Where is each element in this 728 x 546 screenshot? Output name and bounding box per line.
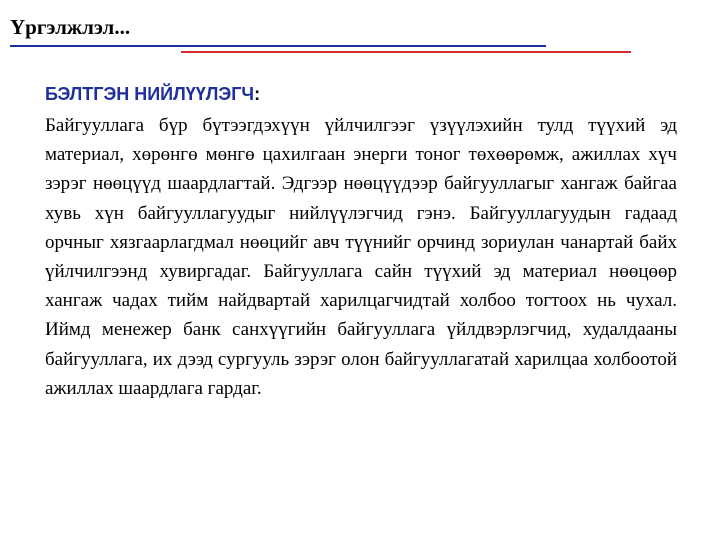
section-heading xyxy=(45,83,677,106)
section-heading-text: БЭЛТГЭН НИЙЛҮҮЛЭГЧ xyxy=(45,84,255,104)
slide-title: Үргэлжлэл... xyxy=(10,15,131,39)
body-paragraph: Байгууллага бүр бүтээгдэхүүн үйлчилгээг үзүүлэхийн тулд түүхий эд материал, хөрөнгө мөнгө цахилгаан энерги тоног төхөөрөмж, ажиллах хүч зэрэг нөөцүүд шаардлагтай. Эдгээр нөөцүүдээр байгууллагыг хангаж байгаа хувь хүн байгууллагуудыг нийлүүлэгчид гэнэ. Байгууллагуудын гадаад орчныг хязгаарлагдмал нөөцийг авч түүнийг орчинд зориулан чанартай байх үйлчилгээнд хувиргадаг. Байгууллага сайн түүхий эд материал нөөцөөр хангаж чадах тийм найдвартай харилцагчидтай холбоо тогтоох нь чухал. Иймд менежер банк санхүүгийн байгууллага үйлдвэрлэгчид, худалдааны байгууллага, их дээд сургууль зэрэг олон байгууллагатай харилцаа холбоотой ажиллах шаардлага гардаг. xyxy=(45,115,677,399)
section-heading-colon: : xyxy=(254,84,261,104)
slide-content xyxy=(45,83,677,403)
title-underline-blue xyxy=(10,45,546,47)
title-underline-red xyxy=(181,51,631,53)
